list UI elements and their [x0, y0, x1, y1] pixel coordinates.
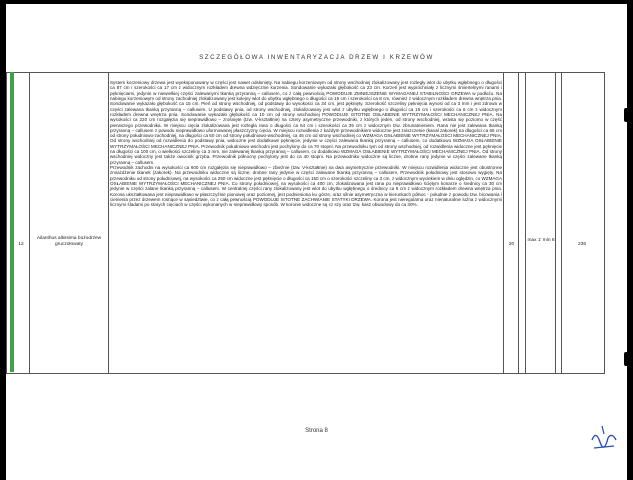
table-column-divider: [555, 72, 556, 374]
table-column-divider: [108, 72, 109, 374]
page-heading: SZCZEGÓŁOWA INWENTARYZACJA DRZEW I KRZEWÓW: [199, 54, 434, 61]
tree-description: [110, 80, 502, 370]
description-paragraph: Przewodnik zachodni na wysokości ca 600 cm rozgałęzia się nieprawidłowo – zbieżnie (tzw. V-kształtnie) na dwa asymetryczne przewodniki. W miejscu rozwidlenia widoczne jest obustronne zmiażdżenie tkanek (zakorek). Na przewodniku widoczne są liczne, drobne rany jedynie w części zalewane tkanką przyranną – callusem. Przewodnik południowy jest stosowo wygięty. Na przewodniku od strony południowej, na wysokości ca 250 cm widoczne jest pęknięcie o długości ca 150 cm o szerokości szczeliny ca 3 cm, z widocznym wyciekiem w dniu oględzin, co WZMAGA OSŁABIENIE WYTRZYMAŁOŚCI MECHANICZNEJ PNIA. Co strony południowej, na wysokości ca 400 cm, zlokalizowana jest rana po nieprawidłowo ściętym konarze o średnicy ca 30 cm jedynie w części zalane tkanką przyranną – callusem. W centralnej części rany zlokalizowany jest wlot do ubytku wgłębnego o średnicy ca 8 cm z widocznym rozkładem drewna wnętrza pnia. Korona ukształtowana jest nieprawidłowo w płaszczyźnie pionowej oraz poziomej, jest podniesiona ku górze, oraz silnie asymetryczna w kierunkach północ - południe z powodu tzw. bicowania i cienienia przez drzewem rosnące w sąsiedztwie, co z całą pewnością POWODUJE ISTOTNE ZACHWIANIE STATYKI DRZEWA. Korona jest nieregularna oraz nienaturalnie luźna z widocznymi licznymi śladami po starych cięciach w części wykonanych w nieprawidłowy sposób. W koronie widoczne są cz szy oraz tzw. kasz obwodowy do ca 30%.: [110, 165, 502, 208]
species-name: Ailanthus altissima bożodrzew gruczołowaty: [36, 236, 102, 247]
table-column-divider: [29, 72, 30, 374]
punch-hole-mark: [624, 352, 630, 366]
row-highlight-bar: [10, 72, 14, 372]
count-value: 236: [577, 242, 586, 247]
row-number: 12: [18, 242, 24, 247]
table-column-divider: [525, 72, 526, 374]
table-column-divider: [503, 72, 504, 374]
signature-stamp: [584, 418, 624, 458]
scan-right-edge: [627, 0, 633, 480]
table-column-divider: [561, 72, 562, 374]
height-value: max 1' min 6: [527, 238, 555, 243]
table-column-divider: [518, 72, 519, 374]
page-number: Strona 8: [305, 428, 328, 434]
scan-top-edge: [0, 0, 633, 4]
description-paragraph: System korzeniowy drzewa jest wyeksponowany w części jest nawet odsłonięty. Na nabiegu korzeniowym od strony wschodniej zlokalizowany jest rozległy wlot do ubytku wgłębnego o długości ca 87 cm i szerokości ca 17 cm z widocznym rozkładem drewna wdzięcznie korzenia. Sondowanie wykazało głębokość ca 23 cm. Korzeń jest wypróchniały z licznymi śmiertelnymi ranami i pęknięciami, jedynie w niewielkiej części zalewanymi tkanką przyranną – callusem, co z całą pewnością POWODUJE ZMNIEJSZENIE WYMAGANEJ STABILNOŚCI DRZEWA w podłożu. Na nabiegu korzeniowym od strony zachodniej zlokalizowany jest kolejny wlot do ubytku wgłębnego o długości ca 15 cm i szerokości ca 8 cm, również z widocznym rozkładem drewna wnętrza pnia. Sondowanie wykazało głębokość ca 15 cm. Pień od strony wschodniej, od podstawy do wysokości ca 34 cm, jest pęknięty. Szerokość szczeliny pęknięcia wynosi od ca 3 mm i jest zdrowa w części zalewana tkanką przyranną – callusem. U podstawy pnia, od strony wschodniej, zlokalizowany jest wlot z ubytku wgłębnego o długości ca 15 cm i szerokości ca 6 cm z widocznym rozkładem drewna wnętrza pnia. Sondowanie wykazało głębokość ca 10 cm od strony wschodniej POWODUJE ISTOTNE OSŁABIENIE WYTRZYMAŁOŚCI MECHANICZNEJ PNIA. Na wysokości ca 220 cm rozgałęzia się nieprawidłowo – zrośnięte (tzw. V-kształtnie) na cztery asymetryczne przewodniki, z których jeden, od strony wschodniej, wrasta się poziomo w część pierwszego przewodnika. W miejscu cięcia zlokalizowana jest rozległa rana o długości ca 64 cm i szerokości ca 35 cm z widocznym tzw. zbrunatnieniem. Rana nie jest zalewana tkanką przyranną – callusem z powodu nieprawidłowo uformowanej płaszczyzny cięcia. W miejscu rozwidlenia z każdym przewodnikiem widoczne jest zniszczenie (kanał zakorek) na długości ca 65 cm od strony południowo-zachodniej, na długości ca 50 cm od strony południowo-wschodniej, ca 45 cm od strony wschodniej co WZMAGA OSŁABIENIE WYTRZYMAŁOŚCI MECHANICZNEJ PNIA. Od strony wschodniej od rozwidlenia do podstawy pnia, widoczne jest dodatkowe pęknięcie, jedynie w części zalewana tkanką przyranną – callusem, co dodatkowo WZMAGA OSŁABIENIE WYTRZYMAŁOŚCI MECHANICZNEJ PNIA. Przewodnik południowo-wschodni jest pochylony do ca 70 stopni. Na przewodniku tym od strony wschodniej, od rozwidlenia widoczne jest pęknięcie na długości ca 100 cm, o wielkości szczeliny ca 3 mm, nie zalewanej tkanką przyranną – callusem, co dodatkowo WZMAGA OSŁABIENIE WYTRZYMAŁOŚCI MECHANICZNEJ PNIA. Od strony wschodniej widoczny jest także owocnik grzyba. Przewodnik północny pochylony jest do ca 40 stopni. Na przewodniku widoczne są liczne, drobne rany jedynie w części zalewane tkanką przyranną – callusem.: [110, 80, 502, 165]
punch-hole-mark: [624, 108, 630, 122]
circumference-value: 20: [508, 242, 515, 247]
